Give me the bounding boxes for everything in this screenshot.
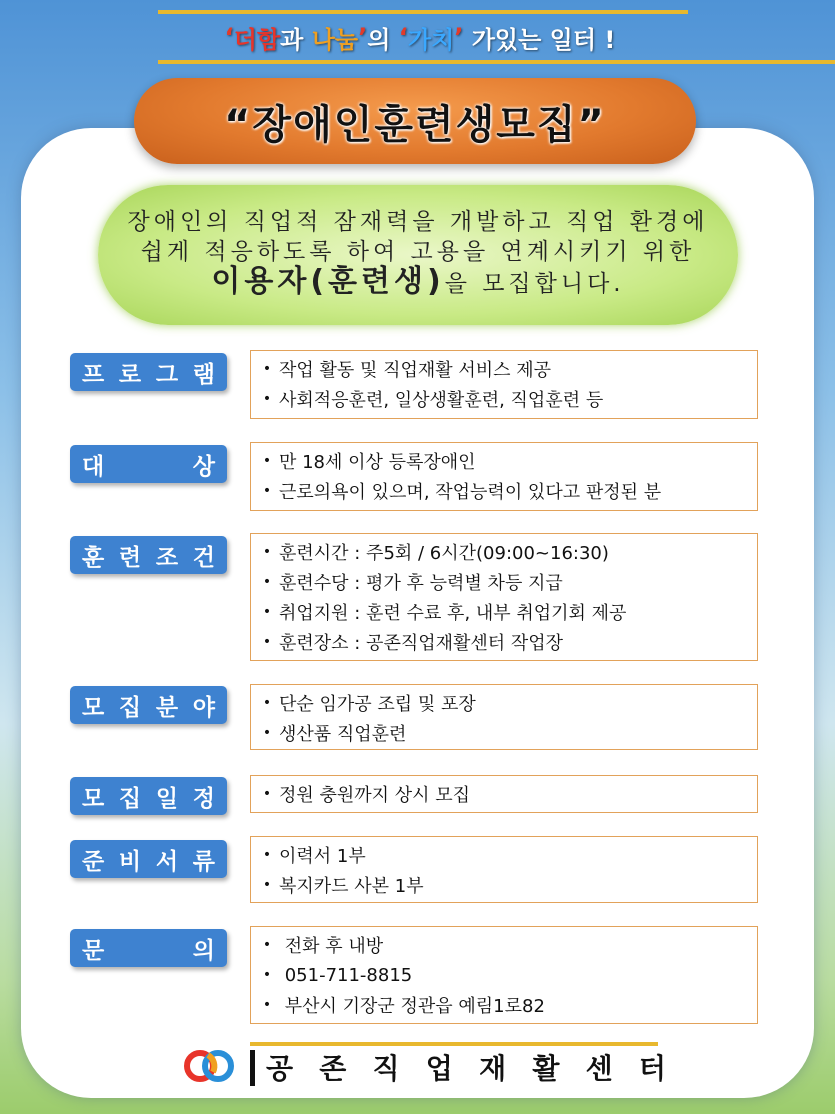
list-item — [255, 718, 757, 748]
bullet-icon: • — [262, 544, 272, 560]
section-label-program — [70, 353, 227, 391]
label-char: 상 — [192, 453, 215, 480]
item-text: 근로의욕이 있으며, 작업능력이 있다고 판정된 분 — [279, 482, 662, 503]
label-char: 집 — [118, 694, 142, 721]
slogan-word-value: 가치 — [407, 25, 455, 54]
list-item — [255, 384, 757, 414]
item-text: 정원 충원까지 상시 모집 — [279, 785, 471, 806]
bullet-icon: • — [262, 937, 272, 953]
slogan-rest: 가있는 일터 ! — [463, 25, 616, 54]
bullet-icon: • — [262, 453, 272, 469]
label-char: 로 — [118, 361, 142, 388]
footer-decor-line — [250, 1042, 658, 1046]
bullet-icon: • — [262, 361, 272, 377]
section-box-program — [250, 350, 758, 419]
bullet-icon: • — [262, 847, 272, 863]
slogan-quote: ‘ — [224, 23, 234, 51]
org-name-char: 존 — [319, 1052, 347, 1085]
label-char: 일 — [155, 785, 179, 812]
section-box-contact — [250, 926, 758, 1024]
item-text: 사회적응훈련, 일상생활훈련, 직업훈련 등 — [279, 390, 604, 411]
item-text: 만 18세 이상 등록장애인 — [279, 452, 476, 473]
bullet-icon: • — [262, 786, 272, 802]
bullet-icon: • — [262, 997, 272, 1013]
list-item — [255, 476, 757, 506]
item-text: 훈련시간 : 주5회 / 6시간(09:00~16:30) — [279, 543, 609, 564]
label-char: 램 — [192, 361, 215, 388]
org-name-char: 업 — [425, 1052, 453, 1085]
label-char: 건 — [192, 544, 215, 571]
slogan-quote: ’ — [358, 23, 368, 51]
label-char: 류 — [192, 848, 215, 875]
slogan-quote: ’ — [454, 23, 464, 51]
item-text: 훈련장소 : 공존직업재활센터 작업장 — [279, 633, 564, 654]
list-item — [255, 870, 757, 900]
label-char: 서 — [155, 848, 179, 875]
org-name-char: 터 — [638, 1052, 666, 1085]
list-item — [255, 688, 757, 718]
bullet-icon: • — [262, 725, 272, 741]
org-name-char: 센 — [585, 1052, 613, 1085]
section-box-conditions — [250, 533, 758, 661]
bullet-icon: • — [262, 634, 272, 650]
list-item — [255, 960, 757, 990]
section-label-conditions — [70, 536, 227, 574]
bullet-icon: • — [262, 604, 272, 620]
item-text: 생산품 직업훈련 — [279, 724, 407, 745]
bullet-icon: • — [262, 967, 272, 983]
intro-line-3-rest: 을 모집합니다. — [444, 271, 625, 297]
item-text: 복지카드 사본 1부 — [279, 876, 424, 897]
bullet-icon: • — [262, 391, 272, 407]
list-item — [255, 779, 757, 809]
item-text: 취업지원 : 훈련 수료 후, 내부 취업기회 제공 — [279, 603, 627, 624]
item-text: 전화 후 내방 — [279, 936, 384, 957]
org-name-char: 활 — [532, 1052, 560, 1085]
list-item — [255, 627, 757, 657]
label-char: 프 — [82, 361, 105, 388]
intro-line-1: 장애인의 직업적 잠재력을 개발하고 직업 환경에 — [127, 209, 709, 235]
bullet-icon: • — [262, 877, 272, 893]
slogan-word-addition: 더함 — [233, 25, 281, 54]
intro-panel — [98, 185, 738, 325]
label-char: 분 — [155, 694, 179, 721]
label-char: 조 — [155, 544, 179, 571]
org-name-char: 직 — [372, 1052, 400, 1085]
slogan — [160, 12, 680, 62]
list-item — [255, 990, 757, 1020]
list-item — [255, 930, 757, 960]
bullet-icon: • — [262, 695, 272, 711]
slogan-connector: 의 — [367, 25, 399, 54]
label-char: 대 — [82, 453, 105, 480]
label-char: 야 — [192, 694, 215, 721]
list-item — [255, 597, 757, 627]
list-item — [255, 446, 757, 476]
label-char: 훈 — [82, 544, 105, 571]
item-text: 작업 활동 및 직업재활 서비스 제공 — [279, 360, 552, 381]
label-char: 모 — [82, 785, 105, 812]
item-text: 부산시 기장군 정관읍 예림1로82 — [279, 996, 545, 1017]
intro-line-3 — [98, 264, 738, 299]
label-char: 의 — [192, 937, 215, 964]
label-char: 련 — [118, 544, 142, 571]
center-logo-icon — [180, 1046, 238, 1086]
intro-highlight: 이용자(훈련생) — [211, 264, 445, 299]
list-item — [255, 567, 757, 597]
intro-line-2: 쉽게 적응하도록 하여 고용을 연계시키기 위한 — [140, 239, 696, 265]
section-box-target — [250, 442, 758, 511]
slogan-word-sharing: 나눔 — [311, 25, 359, 54]
section-label-target — [70, 445, 227, 483]
item-text: 훈련수당 : 평가 후 능력별 차등 지급 — [279, 573, 563, 594]
footer-separator — [250, 1050, 255, 1086]
section-label-contact — [70, 929, 227, 967]
section-box-schedule — [250, 775, 758, 813]
section-label-schedule — [70, 777, 227, 815]
label-char: 준 — [82, 848, 105, 875]
item-text: 051-711-8815 — [279, 964, 413, 986]
item-text: 단순 임가공 조립 및 포장 — [279, 694, 476, 715]
list-item — [255, 537, 757, 567]
list-item — [255, 354, 757, 384]
section-box-documents — [250, 836, 758, 903]
section-label-documents — [70, 840, 227, 878]
organization-name — [266, 1048, 666, 1086]
label-char: 문 — [82, 937, 105, 964]
bullet-icon: • — [262, 483, 272, 499]
label-char: 정 — [192, 785, 215, 812]
label-char: 집 — [118, 785, 142, 812]
bullet-icon: • — [262, 574, 272, 590]
section-box-field — [250, 684, 758, 750]
label-char: 비 — [118, 848, 142, 875]
item-text: 이력서 1부 — [279, 846, 366, 867]
slogan-connector: 과 — [280, 25, 312, 54]
page-title: “장애인훈련생모집” — [134, 78, 696, 164]
label-char: 모 — [82, 694, 105, 721]
label-char: 그 — [155, 361, 179, 388]
org-name-char: 공 — [266, 1052, 294, 1085]
section-label-field — [70, 686, 227, 724]
slogan-quote: ‘ — [398, 23, 408, 51]
list-item — [255, 840, 757, 870]
org-name-char: 재 — [479, 1052, 507, 1085]
